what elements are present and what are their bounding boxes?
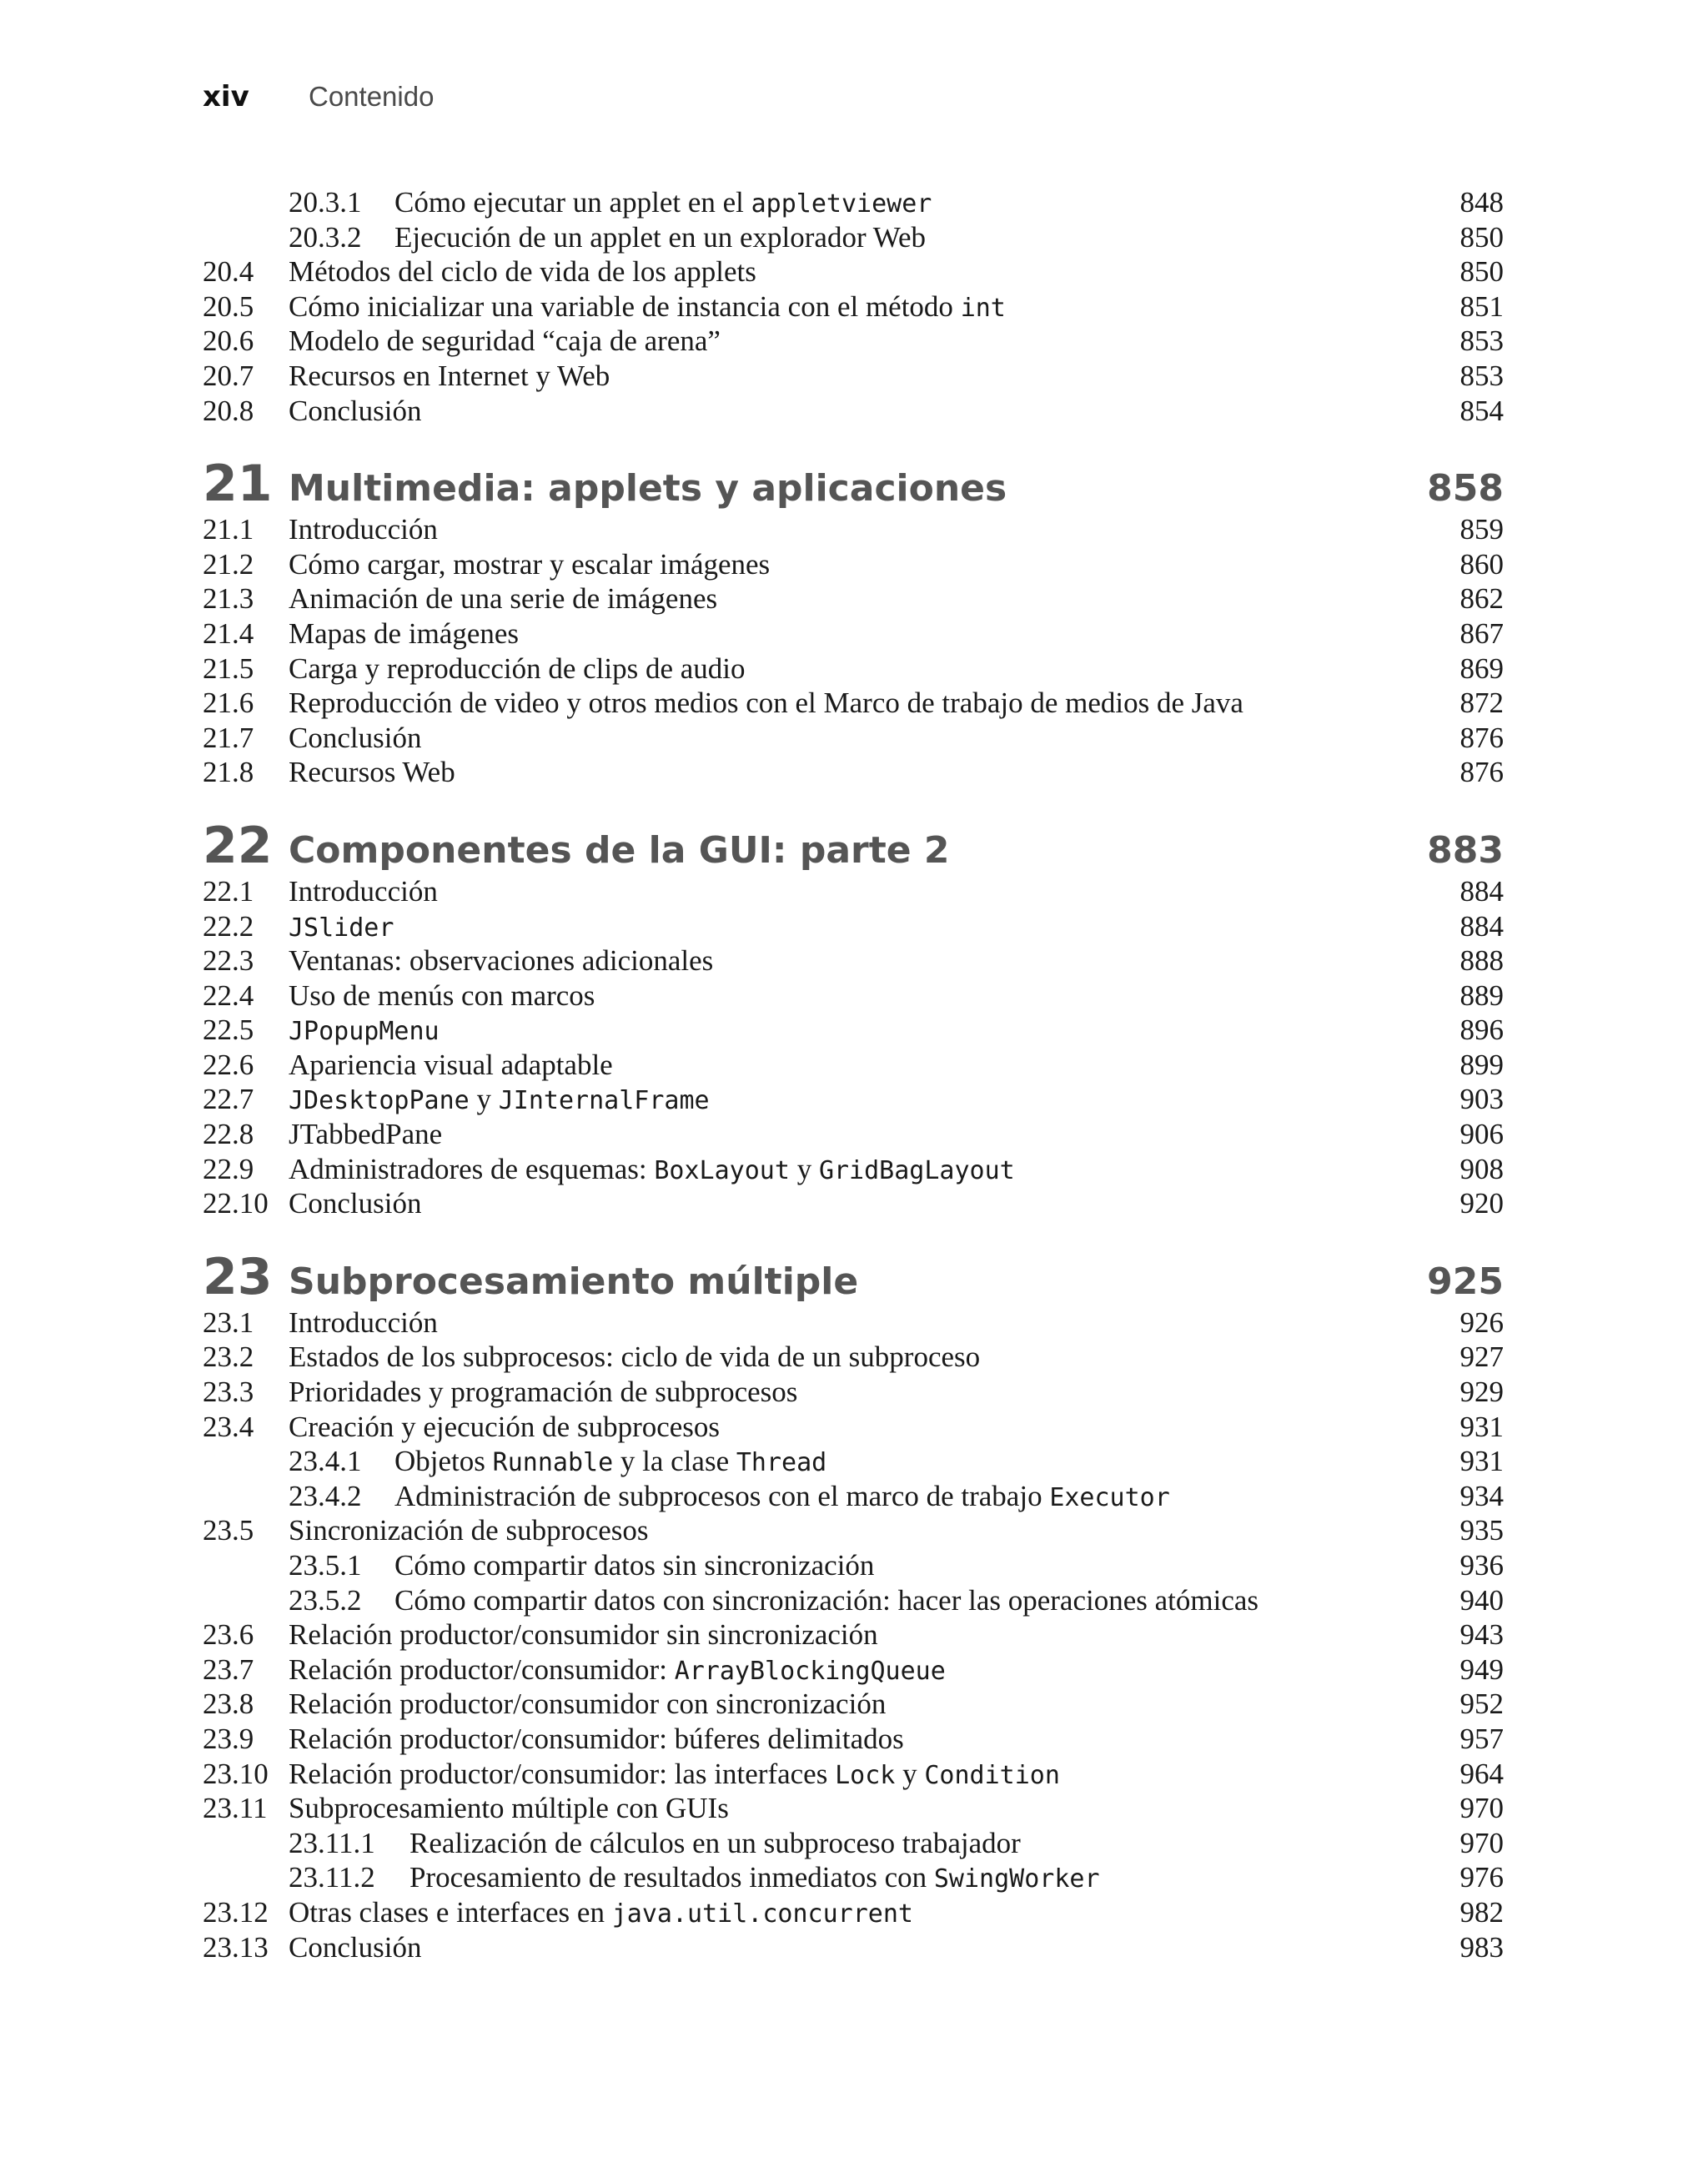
- chapter-number: 23: [203, 1247, 273, 1306]
- toc-section: [203, 1930, 1504, 1965]
- section-page: 869: [1459, 651, 1504, 685]
- section-title: Administración de subprocesos con el marco de trabajo Executor: [394, 1479, 1170, 1512]
- section-title: JTabbedPane: [289, 1118, 443, 1151]
- section-title: Subprocesamiento múltiple con GUIs: [289, 1792, 729, 1825]
- section-title: Cómo inicializar una variable de instancia con el método int: [289, 289, 1006, 323]
- section-page: 908: [1459, 1152, 1504, 1185]
- section-page: 884: [1459, 874, 1504, 908]
- chapter-page: 883: [1427, 828, 1504, 872]
- toc-section: [203, 1082, 1504, 1117]
- toc-section: [203, 1186, 1504, 1221]
- toc-subsection: [203, 1860, 1504, 1895]
- section-number: 22.5: [203, 1014, 254, 1047]
- section-page: 850: [1459, 255, 1504, 289]
- toc-section: [203, 1895, 1504, 1930]
- toc-section: [203, 1305, 1504, 1341]
- section-page: 920: [1459, 1187, 1504, 1220]
- section-page: 935: [1459, 1514, 1504, 1547]
- section-page: 934: [1459, 1479, 1504, 1512]
- section-page: 931: [1459, 1445, 1504, 1478]
- section-number: 20.3.2: [289, 220, 362, 254]
- page-number: xiv: [203, 80, 249, 113]
- section-number: 23.4.2: [289, 1479, 362, 1512]
- toc-section: [203, 324, 1504, 359]
- chapter-number: 21: [203, 455, 273, 514]
- code-term: JDesktopPane: [289, 1086, 470, 1116]
- section-title: Relación productor/consumidor sin sincronización: [289, 1618, 878, 1652]
- chapter-heading: [203, 1247, 1504, 1306]
- chapter-title: Componentes de la GUI: parte 2: [289, 828, 950, 872]
- section-number: 23.5: [203, 1514, 254, 1547]
- section-number: 21.3: [203, 582, 254, 616]
- toc-section: [203, 1340, 1504, 1375]
- section-title: Carga y reproducción de clips de audio: [289, 651, 746, 685]
- code-term: BoxLayout: [654, 1155, 790, 1185]
- toc-section: [203, 1117, 1504, 1152]
- section-number: 20.7: [203, 359, 254, 392]
- toc-section: [203, 1513, 1504, 1548]
- section-title: Administradores de esquemas: BoxLayout y GridBagLayout: [289, 1152, 1015, 1185]
- section-number: 22.2: [203, 909, 254, 943]
- toc-section: [203, 943, 1504, 978]
- section-page: 983: [1459, 1930, 1504, 1964]
- section-number: 22.4: [203, 978, 254, 1012]
- toc-section: [203, 651, 1504, 687]
- section-number: 22.10: [203, 1187, 269, 1220]
- toc-section: [203, 1410, 1504, 1445]
- code-term: JSlider: [289, 913, 394, 943]
- chapter-heading: [203, 457, 1504, 512]
- toc-subsection: [203, 220, 1504, 255]
- toc-section: [203, 686, 1504, 721]
- section-page: 888: [1459, 944, 1504, 978]
- section-title: Procesamiento de resultados inmediatos con SwingWorker: [409, 1861, 1100, 1894]
- section-title: Cómo compartir datos con sincronización: hacer las operaciones atómicas: [394, 1583, 1259, 1617]
- toc-subsection: [203, 1826, 1504, 1861]
- section-title: Modelo de seguridad “caja de arena”: [289, 324, 721, 358]
- code-term: java.util.concurrent: [611, 1899, 913, 1929]
- section-number: 20.3.1: [289, 186, 362, 219]
- section-page: 896: [1459, 1014, 1504, 1047]
- toc-section: [203, 721, 1504, 756]
- toc-section: [203, 359, 1504, 394]
- section-title: Uso de menús con marcos: [289, 978, 595, 1012]
- section-page: 970: [1459, 1826, 1504, 1859]
- section-page: 884: [1459, 909, 1504, 943]
- code-term: JPopupMenu: [289, 1017, 440, 1047]
- toc-section: [203, 1791, 1504, 1826]
- chapter-heading: [203, 816, 1504, 875]
- toc-section: [203, 909, 1504, 944]
- section-page: 848: [1459, 186, 1504, 219]
- section-title: Conclusión: [289, 1930, 422, 1964]
- section-title: Mapas de imágenes: [289, 616, 520, 650]
- toc-subsection: [203, 1479, 1504, 1514]
- section-page: 872: [1459, 687, 1504, 720]
- toc-section: [203, 254, 1504, 289]
- section-title: Sincronización de subprocesos: [289, 1514, 649, 1547]
- toc-subsection: [203, 1583, 1504, 1618]
- section-page: 860: [1459, 547, 1504, 581]
- section-page: 927: [1459, 1341, 1504, 1374]
- section-page: 943: [1459, 1618, 1504, 1652]
- toc-section: [203, 394, 1504, 429]
- code-term: Executor: [1049, 1482, 1170, 1512]
- section-page: 940: [1459, 1583, 1504, 1617]
- section-page: 906: [1459, 1118, 1504, 1151]
- section-title: Introducción: [289, 1305, 438, 1339]
- section-title: Métodos del ciclo de vida de los applets: [289, 255, 756, 289]
- toc-section: [203, 1013, 1504, 1048]
- code-term: int: [960, 293, 1006, 323]
- section-page: 862: [1459, 582, 1504, 616]
- section-number: 20.8: [203, 394, 254, 427]
- toc-section: [203, 978, 1504, 1014]
- section-page: 949: [1459, 1652, 1504, 1686]
- toc-subsection: [203, 185, 1504, 220]
- section-number: 20.6: [203, 324, 254, 358]
- section-number: 23.11.2: [289, 1861, 375, 1894]
- section-title: Relación productor/consumidor: ArrayBlockingQueue: [289, 1652, 946, 1686]
- section-number: 21.2: [203, 547, 254, 581]
- section-number: 23.6: [203, 1618, 254, 1652]
- section-page: 936: [1459, 1549, 1504, 1582]
- code-term: Condition: [924, 1760, 1060, 1790]
- section-title: Cómo ejecutar un applet en el appletviewer: [394, 186, 932, 219]
- section-title: Ejecución de un applet en un explorador Web: [394, 220, 927, 254]
- toc-section: [203, 1722, 1504, 1757]
- code-term: JInternalFrame: [498, 1086, 710, 1116]
- section-page: 926: [1459, 1305, 1504, 1339]
- chapter-title: Multimedia: applets y aplicaciones: [289, 467, 1007, 511]
- section-page: 931: [1459, 1410, 1504, 1443]
- section-page: 899: [1459, 1048, 1504, 1081]
- section-number: 21.5: [203, 651, 254, 685]
- section-title: Recursos Web: [289, 756, 455, 789]
- section-title: Creación y ejecución de subprocesos: [289, 1410, 721, 1443]
- chapter-number: 22: [203, 816, 273, 875]
- section-number: 23.11: [203, 1792, 268, 1825]
- section-title: Recursos en Internet y Web: [289, 359, 610, 392]
- toc-section: [203, 1152, 1504, 1187]
- section-page: 867: [1459, 616, 1504, 650]
- table-of-contents: [203, 185, 1504, 1964]
- section-title: Reproducción de video y otros medios con el Marco de trabajo de medios de Java: [289, 687, 1243, 720]
- section-number: 22.7: [203, 1083, 254, 1116]
- code-term: appletviewer: [751, 189, 932, 219]
- section-number: 23.9: [203, 1722, 254, 1755]
- section-title: Otras clases e interfaces en java.util.concurrent: [289, 1895, 913, 1929]
- section-title: [289, 909, 394, 946]
- section-page: 876: [1459, 756, 1504, 789]
- toc-section: [203, 616, 1504, 651]
- section-number: 21.7: [203, 721, 254, 754]
- code-term: Lock: [835, 1760, 896, 1790]
- section-page: 982: [1459, 1895, 1504, 1929]
- section-page: 929: [1459, 1376, 1504, 1409]
- section-page: 957: [1459, 1722, 1504, 1755]
- section-number: 23.3: [203, 1376, 254, 1409]
- section-page: 851: [1459, 289, 1504, 323]
- section-page: 854: [1459, 394, 1504, 427]
- section-number: 23.5.1: [289, 1549, 362, 1582]
- section-title: Relación productor/consumidor con sincronización: [289, 1688, 887, 1721]
- code-term: GridBagLayout: [818, 1155, 1015, 1185]
- section-title: Relación productor/consumidor: las interfaces Lock y Condition: [289, 1757, 1060, 1790]
- section-number: 23.8: [203, 1688, 254, 1721]
- toc-section: [203, 289, 1504, 324]
- section-number: 23.10: [203, 1757, 269, 1790]
- section-page: 850: [1459, 220, 1504, 254]
- code-term: ArrayBlockingQueue: [674, 1656, 946, 1686]
- toc-section: [203, 1617, 1504, 1652]
- section-title: Realización de cálculos en un subproceso trabajador: [409, 1826, 1021, 1859]
- section-title: Prioridades y programación de subprocesos: [289, 1376, 798, 1409]
- code-term: SwingWorker: [933, 1864, 1100, 1894]
- toc-section: [203, 1048, 1504, 1083]
- section-title: Conclusión: [289, 394, 422, 427]
- toc-section: [203, 1652, 1504, 1688]
- section-page: 859: [1459, 513, 1504, 546]
- section-number: 22.8: [203, 1118, 254, 1151]
- section-page: 952: [1459, 1688, 1504, 1721]
- section-number: 22.3: [203, 944, 254, 978]
- section-title: Cómo cargar, mostrar y escalar imágenes: [289, 547, 771, 581]
- section-title: Estados de los subprocesos: ciclo de vida de un subproceso: [289, 1341, 981, 1374]
- section-title: Conclusión: [289, 721, 422, 754]
- section-page: 970: [1459, 1792, 1504, 1825]
- toc-section: [203, 1687, 1504, 1722]
- toc-section: [203, 512, 1504, 547]
- section-number: 21.4: [203, 616, 254, 650]
- section-number: 23.2: [203, 1341, 254, 1374]
- code-term: Runnable: [492, 1448, 614, 1478]
- toc-section: [203, 874, 1504, 909]
- section-number: 23.4: [203, 1410, 254, 1443]
- section-page: 876: [1459, 721, 1504, 754]
- section-number: 21.8: [203, 756, 254, 789]
- section-title: Conclusión: [289, 1187, 422, 1220]
- section-number: 20.5: [203, 289, 254, 323]
- chapter-title: Subprocesamiento múltiple: [289, 1260, 859, 1303]
- section-title: Animación de una serie de imágenes: [289, 582, 718, 616]
- running-title: Contenido: [309, 81, 435, 112]
- section-title: [289, 1013, 440, 1049]
- section-page: 853: [1459, 324, 1504, 358]
- section-number: 21.6: [203, 687, 254, 720]
- section-number: 23.5.2: [289, 1583, 362, 1617]
- chapter-page: 925: [1427, 1260, 1504, 1303]
- section-number: 22.9: [203, 1152, 254, 1185]
- toc-section: [203, 1757, 1504, 1792]
- section-number: 23.12: [203, 1895, 269, 1929]
- section-title: Relación productor/consumidor: búferes delimitados: [289, 1722, 904, 1755]
- section-number: 23.4.1: [289, 1445, 362, 1478]
- section-number: 23.7: [203, 1652, 254, 1686]
- section-number: 23.13: [203, 1930, 269, 1964]
- section-page: 903: [1459, 1083, 1504, 1116]
- section-number: 22.6: [203, 1048, 254, 1081]
- section-title: Cómo compartir datos sin sincronización: [394, 1549, 875, 1582]
- section-title: Ventanas: observaciones adicionales: [289, 944, 714, 978]
- section-number: 21.1: [203, 513, 254, 546]
- section-title: Introducción: [289, 874, 438, 908]
- section-page: 889: [1459, 978, 1504, 1012]
- section-title: Objetos Runnable y la clase Thread: [394, 1445, 827, 1478]
- section-title: Apariencia visual adaptable: [289, 1048, 613, 1081]
- toc-section: [203, 547, 1504, 582]
- section-title: JDesktopPane y JInternalFrame: [289, 1083, 710, 1116]
- code-term: Thread: [736, 1448, 827, 1478]
- section-page: 853: [1459, 359, 1504, 392]
- section-title: Introducción: [289, 513, 438, 546]
- running-head: [203, 80, 434, 117]
- section-number: 22.1: [203, 874, 254, 908]
- section-number: 23.11.1: [289, 1826, 375, 1859]
- chapter-page: 858: [1427, 467, 1504, 511]
- toc-section: [203, 581, 1504, 616]
- toc-subsection: [203, 1548, 1504, 1583]
- section-number: 23.1: [203, 1305, 254, 1339]
- toc-section: [203, 755, 1504, 790]
- section-page: 976: [1459, 1861, 1504, 1894]
- toc-subsection: [203, 1444, 1504, 1479]
- section-number: 20.4: [203, 255, 254, 289]
- section-page: 964: [1459, 1757, 1504, 1790]
- toc-section: [203, 1375, 1504, 1410]
